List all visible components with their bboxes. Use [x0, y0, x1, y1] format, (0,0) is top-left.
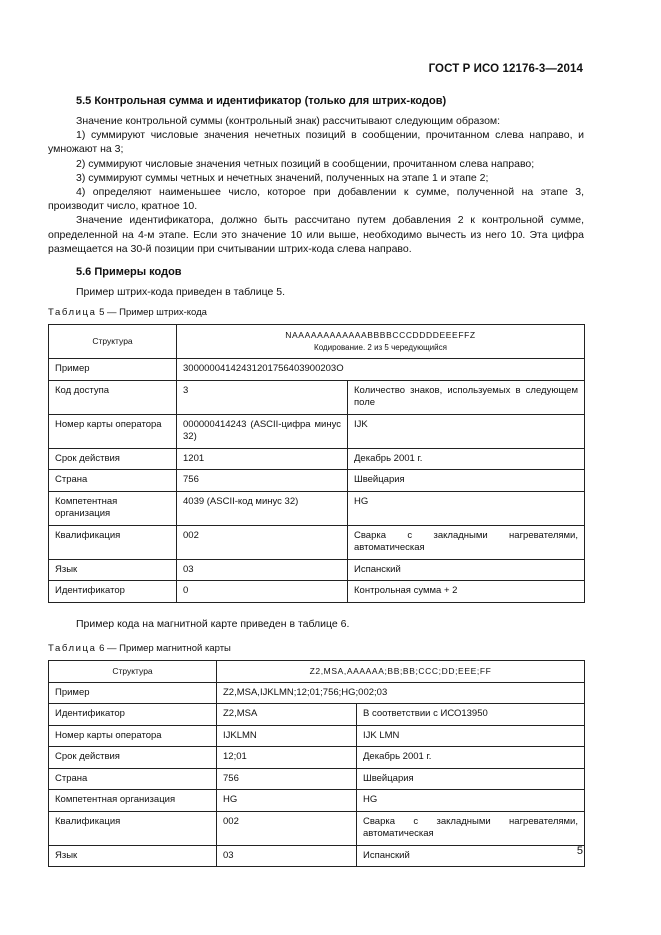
- table-row: [49, 470, 585, 492]
- row-label: Язык: [49, 559, 177, 581]
- table-row: [49, 359, 585, 381]
- table-row: [49, 682, 585, 704]
- row-description: Декабрь 2001 г.: [357, 747, 585, 769]
- row-value: 12;01: [217, 747, 357, 769]
- row-description: В соответствии с ИСО13950: [357, 704, 585, 726]
- row-description: Контрольная сумма + 2: [348, 581, 585, 603]
- row-description: Испанский: [348, 559, 585, 581]
- row-value: 03: [217, 845, 357, 867]
- row-description: Количество знаков, используемых в следующем поле: [348, 380, 585, 414]
- structure-pattern: NAAAAAAAAAAAABBBBCCCDDDDEEEFFZ: [285, 330, 476, 341]
- row-label: Компетентная организация: [49, 491, 177, 525]
- identifier-paragraph: Значение идентификатора, должно быть рассчитано путем добавления 2 к контрольной сумме, определенной на 4-м этапе. Если это значение 10 или выше, необходимо вычесть из него 10. Эта цифра размещается на 30-й позиции при считывании штрих-кода слева направо.: [48, 214, 584, 255]
- checksum-step-3: 3) суммируют суммы четных и нечетных значений, полученных на этапе 1 и этапе 2;: [76, 171, 489, 184]
- barcode-example-intro: Пример штрих-кода приведен в таблице 5.: [76, 286, 286, 299]
- table-5-caption: [48, 307, 584, 318]
- row-label: Пример: [49, 359, 177, 381]
- table-row: [49, 559, 585, 581]
- row-value: 000000414243 (ASCII-цифра минус 32): [177, 414, 348, 448]
- row-value: 002: [217, 811, 357, 845]
- table-row: [49, 414, 585, 448]
- header-structure-label: Структура: [49, 660, 217, 682]
- table-5-caption-label: Таблица: [48, 307, 97, 319]
- table-row: [49, 768, 585, 790]
- row-label: Код доступа: [49, 380, 177, 414]
- table-row: [49, 704, 585, 726]
- row-label: Номер карты оператора: [49, 725, 217, 747]
- row-value: 0: [177, 581, 348, 603]
- row-label: Квалификация: [49, 811, 217, 845]
- header-structure-cell: [177, 325, 585, 359]
- table-row: [49, 448, 585, 470]
- table-5-barcode-example: [48, 324, 585, 603]
- page-content: [48, 94, 584, 867]
- row-description: Сварка с закладными нагревателями, автоматическая: [348, 525, 585, 559]
- table-header-row: [49, 660, 585, 682]
- checksum-step-4: 4) определяют наименьшее число, которое при добавлении к сумме, полученной на этапе 3, производит число, кратное 10.: [48, 186, 584, 213]
- row-description: Сварка с закладными нагревателями, автоматическая: [357, 811, 585, 845]
- row-value: 756: [217, 768, 357, 790]
- section-5-5-title: 5.5 Контрольная сумма и идентификатор (только для штрих-кодов): [76, 95, 447, 107]
- row-description: Декабрь 2001 г.: [348, 448, 585, 470]
- table-header-row: [49, 325, 585, 359]
- row-value: 30000004142431201756403900203О: [177, 359, 585, 381]
- table-row: [49, 581, 585, 603]
- row-description: IJK: [348, 414, 585, 448]
- row-label: Номер карты оператора: [49, 414, 177, 448]
- table-5-caption-text: 5 — Пример штрих-кода: [99, 307, 207, 319]
- row-description: HG: [357, 790, 585, 812]
- row-description: Швейцария: [348, 470, 585, 492]
- table-6-caption-text: 6 — Пример магнитной карты: [99, 642, 231, 654]
- row-label: Язык: [49, 845, 217, 867]
- structure-pattern: Z2,MSA,AAAAAA;BB;BB;CCC;DD;EEE;FF: [217, 660, 585, 682]
- row-value: 4039 (ASCII-код минус 32): [177, 491, 348, 525]
- row-value: 1201: [177, 448, 348, 470]
- row-label: Идентификатор: [49, 581, 177, 603]
- page-number: 5: [576, 845, 583, 857]
- row-value: 3: [177, 380, 348, 414]
- standard-header: ГОСТ Р ИСО 12176-3—2014: [428, 63, 583, 75]
- row-value: Z2,MSA: [217, 704, 357, 726]
- row-value: 756: [177, 470, 348, 492]
- row-value: Z2,MSA,IJKLMN;12;01;756;HG;002;03: [217, 682, 585, 704]
- table-5-body: [49, 380, 585, 602]
- table-row: [49, 845, 585, 867]
- checksum-intro: Значение контрольной суммы (контрольный знак) рассчитывают следующим образом:: [76, 115, 501, 127]
- table-6-magnetic-card-example: [48, 660, 585, 868]
- row-description: IJK LMN: [357, 725, 585, 747]
- row-value: HG: [217, 790, 357, 812]
- row-value: 03: [177, 559, 348, 581]
- table-row: [49, 811, 585, 845]
- row-description: Испанский: [357, 845, 585, 867]
- checksum-step-2: 2) суммируют числовые значения четных позиций в сообщении, прочитанном слева направо;: [76, 157, 535, 170]
- header-structure-label: Структура: [49, 325, 177, 359]
- row-label: Идентификатор: [49, 704, 217, 726]
- table-row: [49, 790, 585, 812]
- magnetic-card-intro: Пример кода на магнитной карте приведен в таблице 6.: [76, 617, 350, 630]
- row-label: Срок действия: [49, 448, 177, 470]
- table-6-body: [49, 704, 585, 867]
- row-label: Квалификация: [49, 525, 177, 559]
- section-5-6-title: 5.6 Примеры кодов: [76, 266, 182, 279]
- row-description: Швейцария: [357, 768, 585, 790]
- row-description: HG: [348, 491, 585, 525]
- coding-note: Кодирование. 2 из 5 чередующийся: [314, 342, 447, 352]
- table-6-caption: [48, 643, 584, 654]
- table-row: [49, 725, 585, 747]
- row-label: Страна: [49, 470, 177, 492]
- row-value: 002: [177, 525, 348, 559]
- row-label: Компетентная организация: [49, 790, 217, 812]
- table-row: [49, 491, 585, 525]
- checksum-step-1: 1) суммируют числовые значения нечетных позиций в сообщении, прочитанном слева направо, и умножают на 3;: [48, 129, 584, 156]
- row-value: IJKLMN: [217, 725, 357, 747]
- row-label: Пример: [49, 682, 217, 704]
- table-6-caption-label: Таблица: [48, 642, 97, 654]
- table-row: [49, 525, 585, 559]
- row-label: Страна: [49, 768, 217, 790]
- table-row: [49, 747, 585, 769]
- table-row: [49, 380, 585, 414]
- row-label: Срок действия: [49, 747, 217, 769]
